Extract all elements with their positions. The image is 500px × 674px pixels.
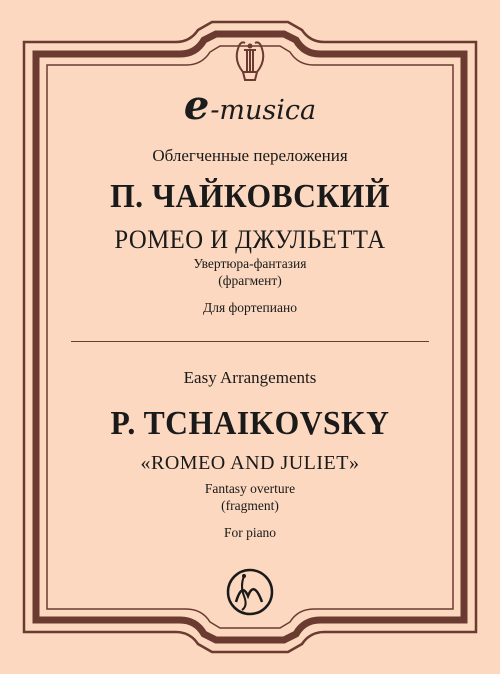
logo-text: -musica [210,95,317,126]
section-divider [71,341,429,342]
lyre-icon [229,38,271,84]
english-instrument: For piano [223,525,277,540]
english-title: «ROMEO AND JULIET» [140,452,360,474]
publisher-logo [0,82,500,129]
russian-fragment: (фрагмент) [218,273,282,288]
english-genre: Fantasy overture [204,481,296,496]
english-composer: P. TCHAIKOVSKY [110,405,390,442]
russian-genre: Увертюра-фантазия [193,256,307,271]
russian-series: Облегченные переложения [152,146,348,165]
russian-composer: П. ЧАЙКОВСКИЙ [110,178,390,215]
russian-instrument: Для фортепиано [203,300,297,315]
english-series: Easy Arrangements [183,368,317,387]
publisher-monogram-icon [224,566,276,618]
english-fragment: (fragment) [221,498,279,513]
logo-letter: e [183,82,210,129]
russian-title: РОМЕО И ДЖУЛЬЕТТА [114,225,386,254]
